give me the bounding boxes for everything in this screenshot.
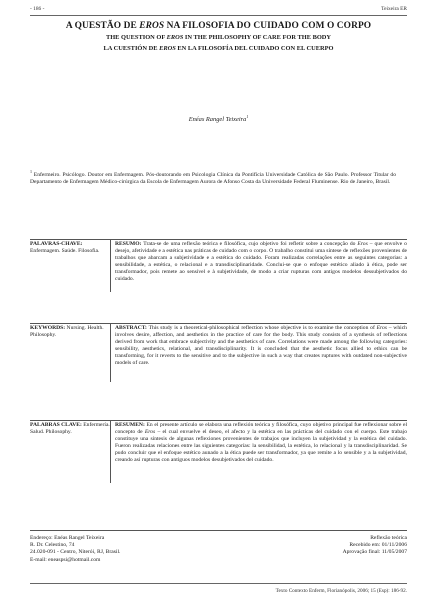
- footer-divider: [30, 583, 407, 584]
- abstract-pt-part-b: – que envolve o desejo, afetividade e a estética nas práticas de cuidado com o corpo. O trabalho constitui uma síntese de reflexões provenientes de trabalhos que abarcam a subjetividade e a estética do cuidado. Foram realizadas correlações entre as seguintes categorias: a sensibilidade, a estética, o relacional e a transdisciplinaridade. Conclui-se que o enfoque estético aliado à ética, pode ser transformador, pois remete ao sensível e à subjetividade, de modo a criar rupturas com antigos modelos dessubjetivados do cuidado.: [115, 241, 407, 283]
- title-en-part-b: IN THE PHILOSOPHY OF CARE FOR THE BODY: [183, 34, 332, 41]
- page-number: - 186 -: [30, 6, 45, 12]
- title-en-part-a: THE QUESTION OF: [105, 34, 167, 41]
- keywords-es-text: Enfermería. Salud. Philosophy.: [30, 422, 110, 436]
- address-line-name: Endereço: Enéas Rangel Teixeira: [30, 535, 105, 541]
- abstract-es-label: RESUMEN:: [115, 422, 145, 428]
- divider-es-block: [30, 420, 407, 421]
- title-pt-eros: EROS: [139, 21, 165, 31]
- keywords-pt-label: PALAVRAS-CHAVE:: [30, 241, 83, 247]
- divider-en-block: [30, 323, 407, 324]
- keywords-en-text: Nursing. Health. Philosophy.: [30, 325, 104, 339]
- abstract-en-part-a: This study is a theoretical-philosophical reflection whose objective is to examine the conception of: [148, 325, 377, 331]
- keywords-en-label: KEYWORDS:: [30, 325, 66, 331]
- abstract-es-eros: Eros: [144, 429, 156, 436]
- title-en-eros: EROS: [166, 34, 184, 41]
- keywords-spanish: [30, 422, 110, 436]
- title-english: [30, 34, 407, 41]
- keywords-portuguese: [30, 241, 110, 255]
- correspondence-address: [30, 535, 120, 564]
- column-divider-en: [110, 324, 111, 382]
- title-es-part-a: LA CUESTIÓN DE: [103, 45, 160, 52]
- approval-date: Aprovação final: 11/05/2007: [342, 549, 407, 556]
- keywords-english: [30, 325, 110, 339]
- column-divider-pt: [110, 240, 111, 292]
- divider-correspondence: [30, 530, 407, 531]
- column-divider-es: [110, 421, 111, 483]
- abstract-portuguese: [115, 241, 407, 284]
- abstract-pt-part-a: Trata-se de uma reflexão teórica e filosófica, cujo objetivo foi refletir sobre a concepção do: [143, 241, 358, 247]
- article-type: Reflexão teórica: [370, 535, 407, 541]
- footnote-text: Enfermeiro. Psicólogo. Doutor em Enfermagem. Pós-doutorando em Psicologia Clínica da Pontifícia Universidade Católica de São Paulo. Professor Titular do Departamento de Enfermagem Médico-cirúrgica da Escola de Enfermagem Aurora de Afonso Costa da Universidade Federal Fluminense. Rio de Janeiro, Brasil.: [30, 171, 396, 185]
- author-name-text: Enéas Rangel Teixeira: [188, 116, 247, 124]
- footnote-marker: 1: [30, 169, 32, 174]
- abstract-pt-label: RESUMO:: [115, 241, 142, 247]
- title-es-eros: EROS: [159, 45, 176, 52]
- abstract-es-part-b: – el cual envuelve el deseo, el afecto y la estética en las prácticas del cuidado con el cuerpo. Este trabajo constituye una síntesis de algunas reflexiones provenientes de trabajos que incluyen la subjetividad y la estética del cuidado. Fueron realizadas relaciones entre las siguientes categorías: la sensibilidad, la estética, lo relacional y la transdisciplinaridad. Se pudo concluir que el enfoque estético aunado a la ética puede ser transformador, ya que remite a lo sensible y a la subjetividad, creando así rupturas con antiguos modelos desubjetivados del cuidado.: [115, 429, 407, 464]
- author-name: [30, 114, 407, 123]
- author-footnote: [30, 168, 396, 186]
- review-info: [343, 535, 407, 557]
- address-email[interactable]: E-mail: eneaspsi@hotmail.com: [30, 556, 101, 563]
- abstract-pt-eros: Eros: [357, 241, 368, 247]
- abstract-spanish: [115, 422, 407, 465]
- received-date: Recebido em: 01/11/2006: [349, 542, 407, 549]
- running-head-author: Teixeira ER: [381, 6, 407, 12]
- abstract-en-eros: Eros: [376, 325, 387, 331]
- title-es-part-b: EN LA FILOSOFÍA DEL CUIDADO CON EL CUERPO: [175, 45, 334, 52]
- divider-pt-block: [30, 239, 407, 240]
- keywords-pt-text: Enfermagem. Saúde. Filosofia.: [30, 248, 100, 255]
- abstract-en-label: ABSTRACT:: [115, 325, 147, 331]
- header-divider: [30, 15, 407, 16]
- abstract-english: [115, 325, 407, 368]
- keywords-es-label: PALABRAS CLAVE:: [30, 422, 82, 428]
- footer-citation: Texto Contexto Enferm, Florianópolis, 2006; 15 (Esp): 186-92.: [275, 588, 407, 594]
- title-portuguese: [30, 21, 407, 31]
- address-line-city: 24.020-091 - Centro, Niterói, RJ, Brasil.: [30, 549, 121, 556]
- abstract-es-part-a: En el presente artículo se elabora una reflexión teórica y filosófica, cuyo objetivo principal fue reflexionar sobre el concepto de: [115, 422, 407, 436]
- title-pt-part-a: A QUESTÃO DE: [65, 21, 140, 31]
- title-spanish: [30, 45, 407, 52]
- title-pt-part-b: NA FILOSOFIA DO CUIDADO COM O CORPO: [164, 21, 372, 31]
- author-footnote-marker: 1: [246, 114, 249, 119]
- address-line-street: R. Dr. Celestino, 74: [30, 542, 75, 549]
- abstract-en-part-b: – which involves desire, affection, and aesthetics in the practice of care for the body. This study consists of a synthesis of reflections derived from work that embrace subjectivity and the aesthetics of care. Correlations were made among the following categories: sensibility, aesthetics, relational, and transdisciplinarity. It is concluded that the aesthetic focus allied to ethics can be transforming, for it reverts to the sensitive and to the subjective in such a way that creates ruptures with outdated non-subjective models of care.: [115, 325, 407, 367]
